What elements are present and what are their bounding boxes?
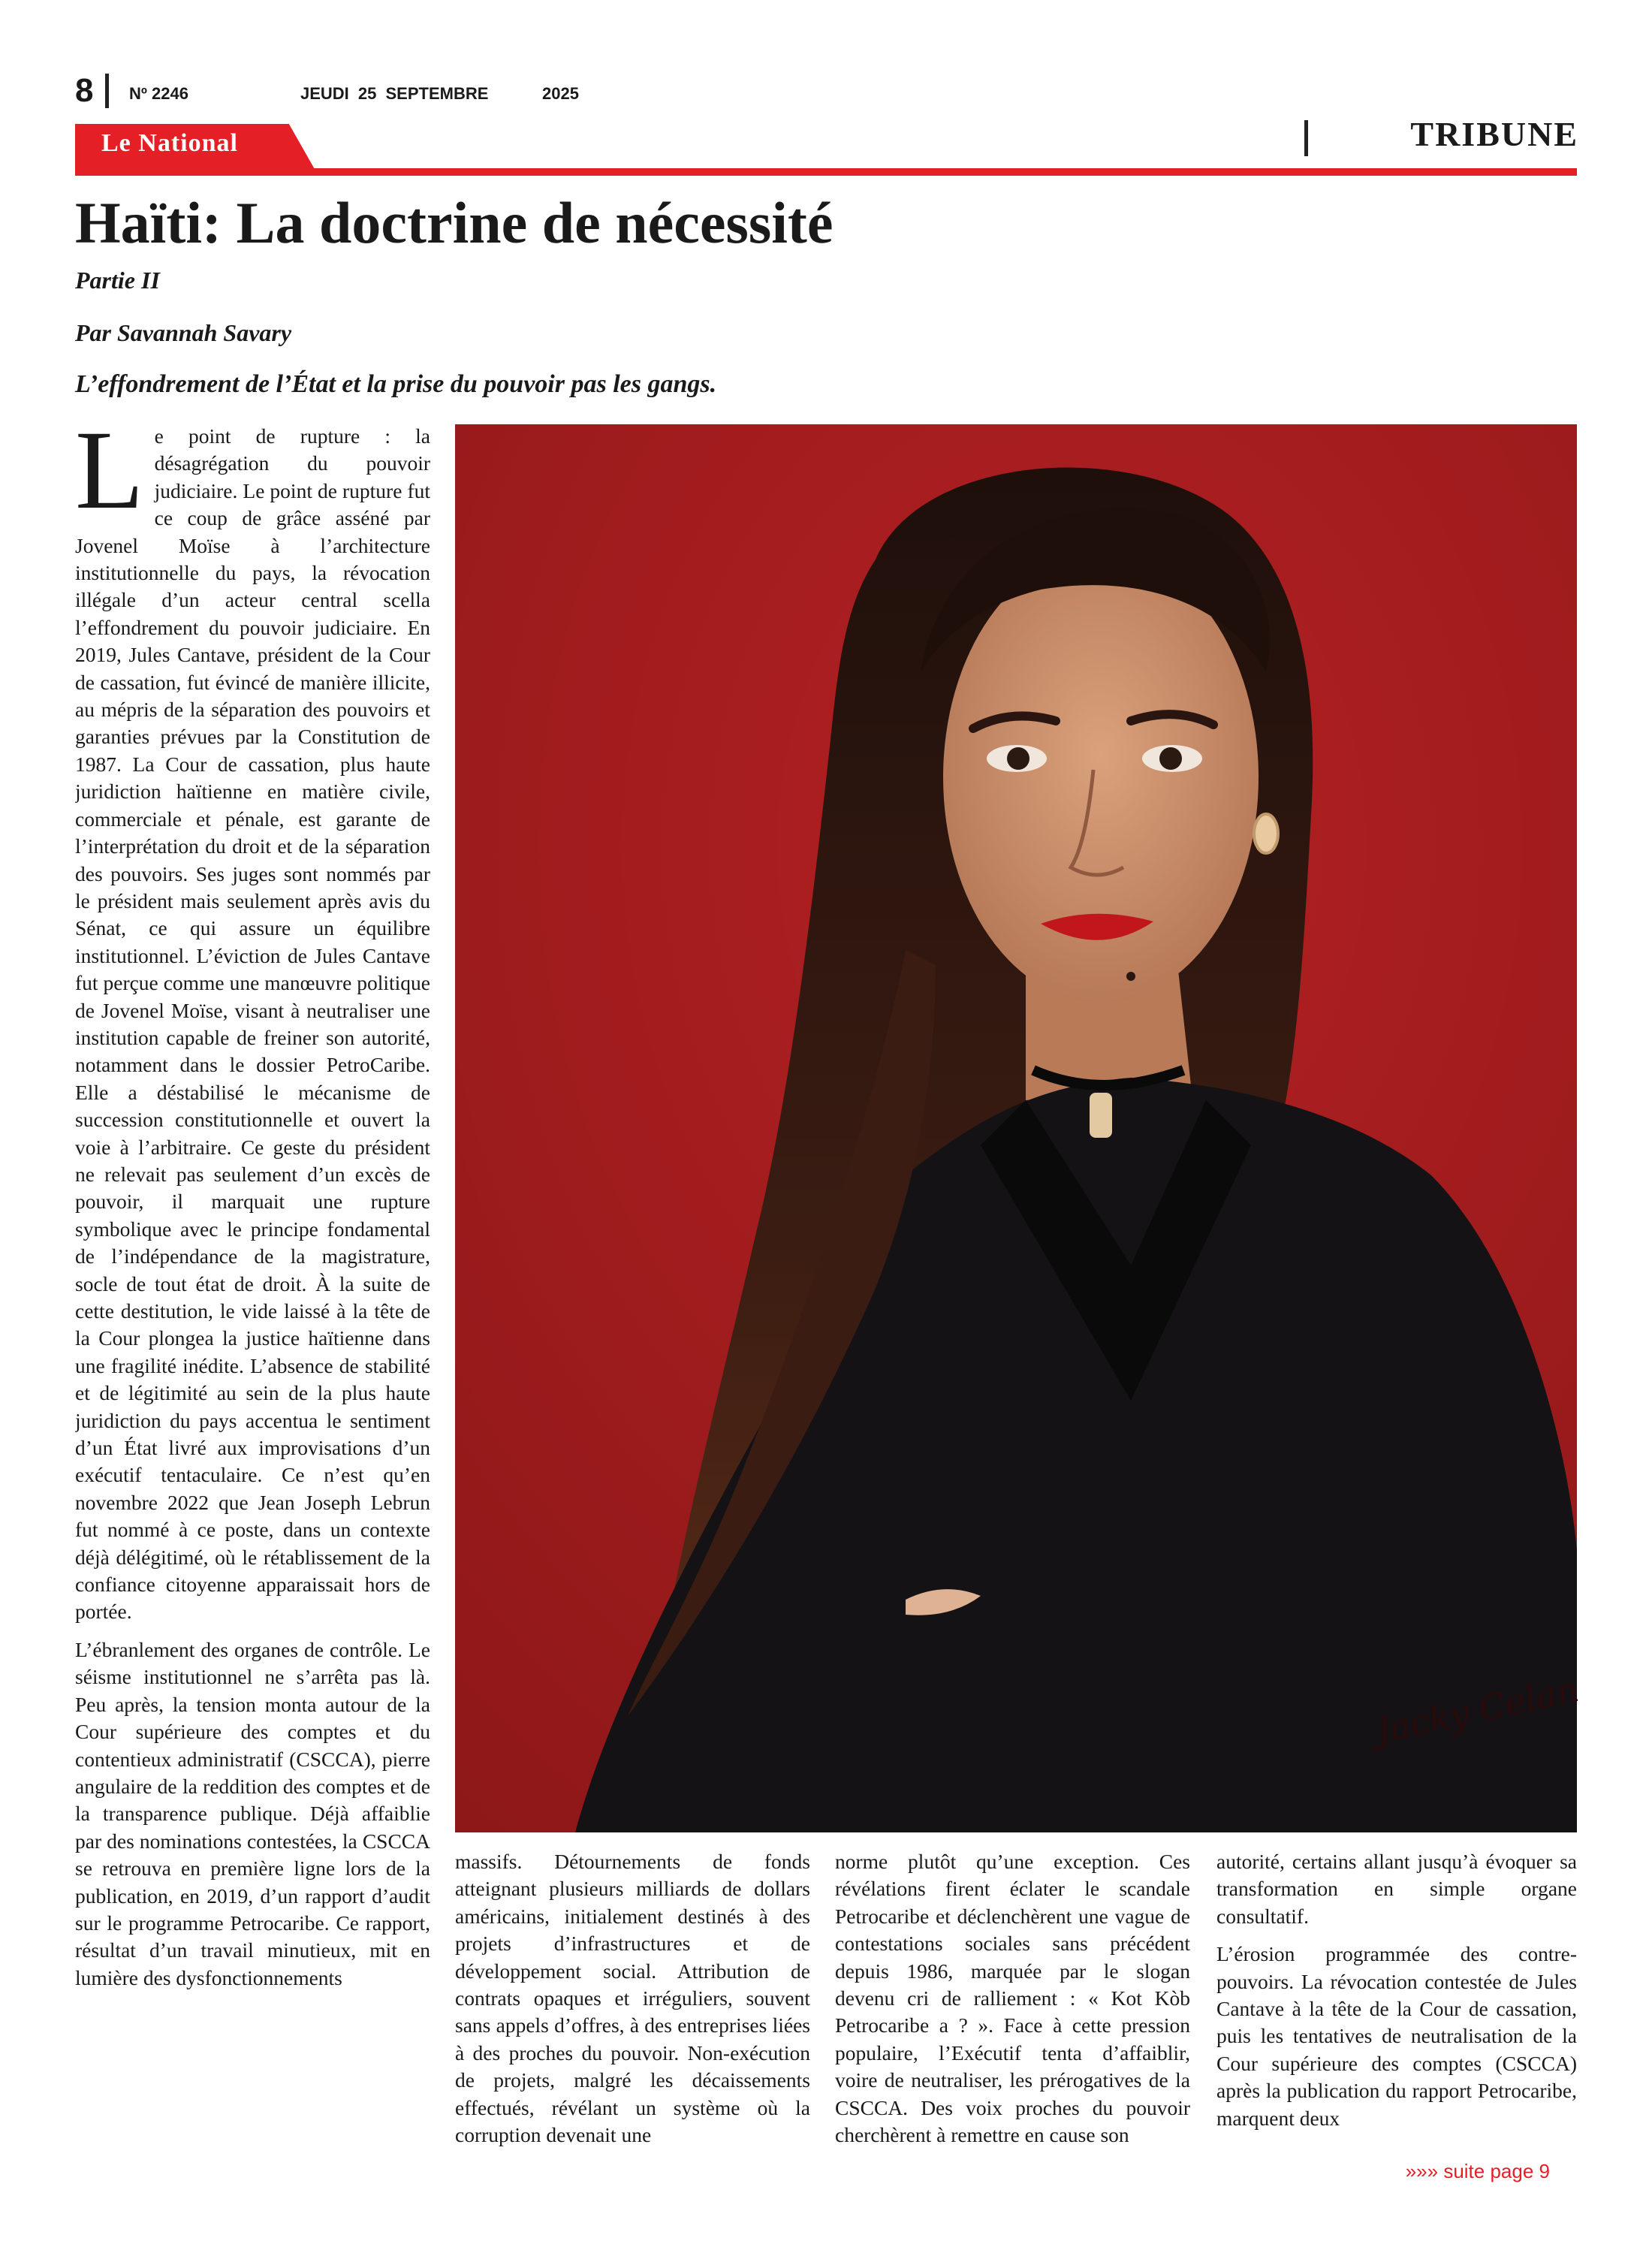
earring	[1254, 814, 1278, 853]
portrait-photo	[455, 424, 1577, 1832]
page-number: 8	[75, 72, 94, 109]
drop-cap: L	[75, 423, 144, 532]
article-column-1	[75, 423, 430, 2150]
article-column-3	[835, 1848, 1190, 2149]
publication-name: Le National	[101, 129, 238, 157]
article-title: Haïti: La doctrine de nécessité	[75, 190, 834, 255]
paragraph-text: e point de rupture : la désagrégation du pouvoir judiciaire. Le point de rupture fut ce coup de grâce asséné par Jovenel Moïse à l’architecture institutionnelle du pays, la révocation illégale d’un acteur central scella l’effondrement du pouvoir judiciaire. En 2019, Jules Cantave, président de la Cour de cassation, fut évincé de manière illicite, au mépris de la séparation des pouvoirs et garanties prévues par la Constitution de 1987. La Cour de cassation, plus haute juridiction haïtienne en matière civile, commerciale et pénale, est garante de l’interprétation du droit et de la séparation des pouvoirs. Ses juges sont nommés par le président mais seulement après avis du Sénat, ce qui assure un équilibre institutionnel. L’éviction de Jules Cantave fut perçue comme une manœuvre politique de Jovenel Moïse, visant à neutraliser une institution capable de freiner son autorité, notamment dans le dossier PetroCaribe. Elle a déstabilisé le mécanisme de succession constitutionnelle et ouvert la voie à l’arbitraire. Ce geste du président ne relevait pas seulement d’un excès de pouvoir, il marquait une rupture symbolique avec le principe fondamental de l’indépendance de la magistrature, socle de tout état de droit. À la suite de cette destitution, le vide laissé à la tête de la Cour plongea la justice haïtienne dans une fragilité inédite. L’absence de stabilité et de légitimité au sein de la plus haute juridiction du pays accentua le sentiment d’un État livré aux improvisations d’un exécutif tentaculaire. Ce n’est qu’en novembre 2022 que Jean Joseph Lebrun fut nommé à ce poste, dans un contexte déjà délégitimé, où le rétablissement de la confiance citoyenne apparaissait hors de portée.	[75, 424, 430, 1624]
paragraph: L’érosion programmée des contre-pouvoirs. La révocation contestée de Jules Cantave à la tête de la Cour de cassation, puis les tentatives de neutralisation de la Cour supérieure des comptes (CSCCA) après la publication du rapport Petrocaribe, marquent deux	[1216, 1942, 1577, 2130]
issue-date: JEUDI 25 SEPTEMBRE	[300, 84, 489, 103]
paragraph: norme plutôt qu’une exception. Ces révélations firent éclater le scandale Petrocaribe et déclenchèrent une vague de contestations sociales sans précédent depuis 1986, marquée par le slogan devenu cri de ralliement : « Kot Kòb Petrocaribe a ? ». Face à cette pression populaire, l’Exécutif tenta d’affaiblir, voire de neutraliser, les prérogatives de la CSCCA. Des voix proches du pouvoir cherchèrent à remettre en cause son	[835, 1850, 1190, 2147]
issue-number: Nº 2246	[129, 84, 188, 103]
continued-link[interactable]: »»» suite page 9	[1405, 2160, 1550, 2182]
beauty-mark	[1126, 972, 1135, 981]
article-column-4	[1216, 1848, 1577, 2149]
paragraph	[75, 423, 430, 1626]
article-byline: Par Savannah Savary	[75, 319, 292, 346]
paragraph: L’ébranlement des organes de contrôle. Le séisme institutionnel ne s’arrêta pas là. Peu après, la tension monta autour de la Cour supérieure des comptes et du contentieux administratif (CSCCA), pierre angulaire de la reddition des comptes et de la transparence publique. Déjà affaiblie par des nominations contestées, la CSCCA se retrouva en première ligne lors de la publication, en 2019, d’un rapport d’audit sur le programme Petrocaribe. Ce rapport, résultat d’un travail minutieux, mit en lumière des dysfonctionnements	[75, 1637, 430, 1989]
left-iris	[1007, 747, 1029, 770]
article-lede: L’effondrement de l’État et la prise du pouvoir pas les gangs.	[75, 370, 717, 398]
article-part: Partie II	[75, 267, 160, 294]
paragraph: massifs. Détournements de fonds atteignant plusieurs milliards de dollars américains, initialement destinés à des projets d’infrastructures et de développement social. Attribution de contrats opaques et irréguliers, souvent sans appels d’offres, à des entreprises liées à des proches du pouvoir. Non-exécution de projets, malgré les décaissements effectués, révélant un système où la corruption devenait une	[455, 1850, 810, 2147]
header-rule	[75, 168, 1577, 176]
portrait-illustration	[455, 424, 1577, 1832]
pendant	[1090, 1093, 1112, 1138]
section-label: TRIBUNE	[1410, 115, 1578, 153]
right-iris	[1159, 747, 1182, 770]
page-number-divider	[105, 74, 109, 108]
paragraph: autorité, certains allant jusqu’à évoquer sa transformation en simple organe consultatif.	[1216, 1850, 1577, 1928]
section-divider	[1304, 120, 1308, 156]
article-column-2	[455, 1848, 810, 2149]
issue-year: 2025	[542, 84, 579, 103]
photographer-signature: Jacky Celan	[1372, 1669, 1582, 1751]
